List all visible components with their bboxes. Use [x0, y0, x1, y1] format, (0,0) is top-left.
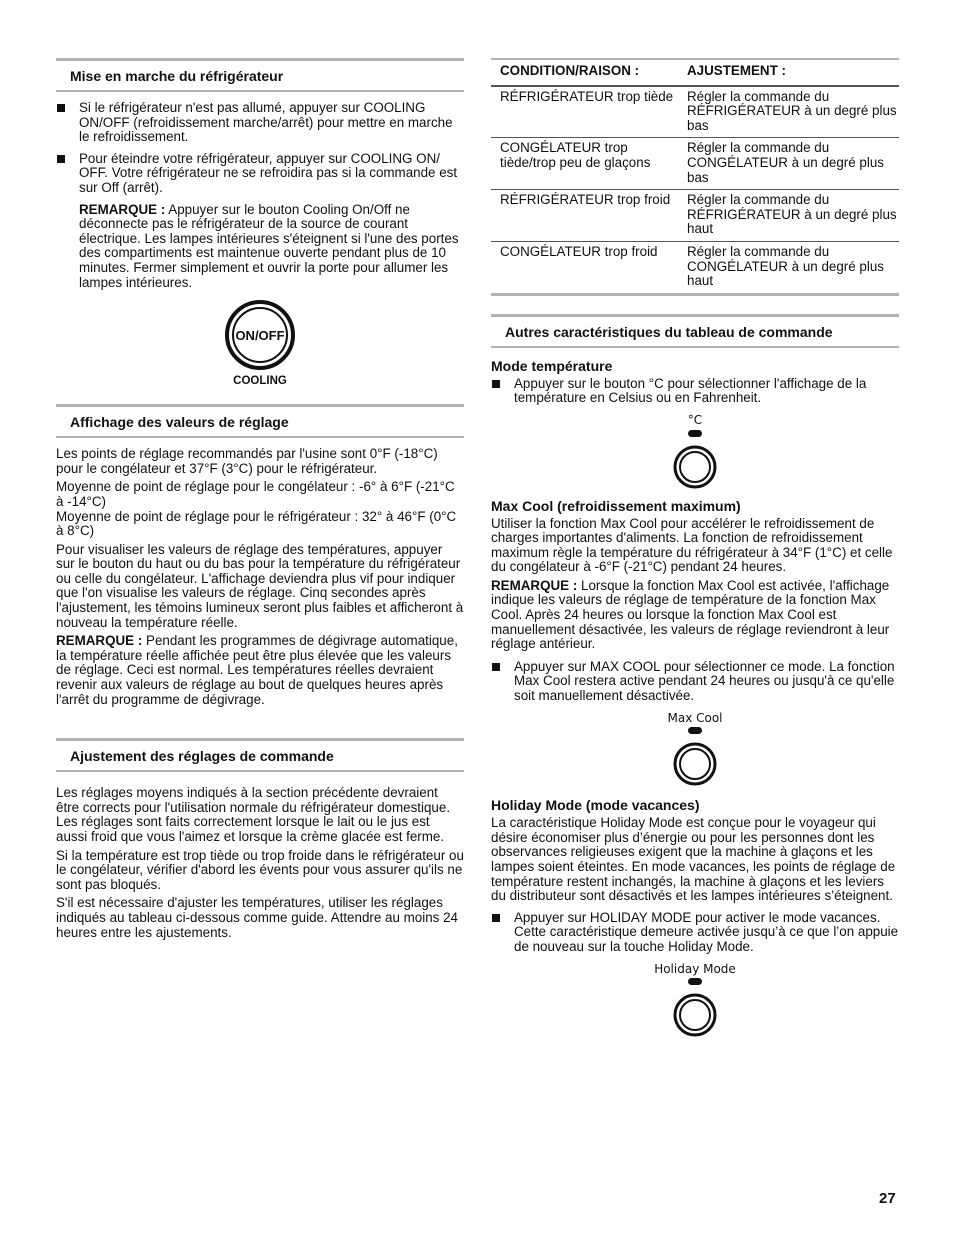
- paragraph: Les réglages moyens indiqués à la section précédente devraient être corrects pour l'utilisation normale du réfrigérateur domestique. Les réglages sont faits correctement lorsque le lait ou le jus est aussi froid que vous l'aimez et lorsque la crème glacée est ferme.: [56, 785, 451, 844]
- bullet-square-icon: [492, 380, 500, 388]
- note-text: Pendant les programmes de dégivrage automatique, la température réelle affichée peut être plus élevée que les valeurs de réglage. Ceci est normal. Les températures réelles devraient revenir aux valeurs de réglage au bout de quelques heures après l'arrêt du programme de dégivrage.: [56, 633, 458, 707]
- note-label: REMARQUE :: [56, 633, 143, 649]
- section-title-other-features: Autres caractéristiques du tableau de commande: [491, 314, 899, 348]
- holiday-mode-button-illustration: [491, 962, 899, 1043]
- table-header-condition: CONDITION/RAISON :: [500, 63, 640, 78]
- note-label: REMARQUE :: [79, 201, 166, 217]
- bullet-square-icon: [57, 104, 65, 112]
- note-paragraph: [491, 579, 899, 652]
- adjustment-table: [491, 58, 899, 296]
- note-paragraph: [56, 634, 464, 707]
- holiday-mode-button-label: Holiday Mode: [654, 961, 736, 976]
- cooling-caption: COOLING: [233, 375, 287, 388]
- max-cool-button-icon: [670, 725, 720, 791]
- paragraph: Moyenne de point de réglage pour le congélateur : -6° à 6°F (-21°C à -14°C): [56, 479, 455, 509]
- list-item: [491, 911, 899, 955]
- table-header-adjustment: AJUSTEMENT :: [687, 63, 786, 78]
- table-cell-condition: CONGÉLATEUR trop froid: [500, 243, 658, 259]
- list-item: [56, 101, 464, 145]
- cooling-onoff-button-illustration: [56, 300, 464, 390]
- bullet-square-icon: [57, 155, 65, 163]
- paragraph: Utiliser la fonction Max Cool pour accélérer le refroidissement de charges importantes d'aliments. La fonction de refroidissement maximum règle la température du réfrigérateur à 34°F (1°C) et celle du congélateur à -6°F (-21°C) pendant 24 heures.: [491, 515, 893, 575]
- table-header-row: [491, 60, 899, 87]
- note-paragraph: [56, 203, 464, 291]
- paragraph: Si la température est trop tiède ou trop froide dans le réfrigérateur ou le congélateur, vérifier d'abord les évents pour vous assurer qu'ils ne sont pas bloqués.: [56, 847, 464, 892]
- bullet-square-icon: [492, 663, 500, 671]
- table-row: [491, 138, 899, 190]
- table-row: [491, 190, 899, 242]
- table-cell-condition: CONGÉLATEUR trop tiède/trop peu de glaçons: [500, 140, 651, 170]
- list-item: [491, 377, 899, 406]
- page-number: 27: [879, 1190, 896, 1207]
- max-cool-button-illustration: [491, 711, 899, 792]
- bullet-square-icon: [492, 914, 500, 922]
- subheading-temperature-mode: Mode température: [491, 357, 613, 374]
- list-item-text: Si le réfrigérateur n'est pas allumé, appuyer sur COOLING ON/OFF (refroidissement marche/arrêt) pour mettre en marche le refroidissement.: [79, 100, 453, 145]
- table-cell-adjustment: Régler la commande du CONGÉLATEUR à un degré plus haut: [687, 243, 884, 289]
- paragraph: Les points de réglage recommandés par l'usine sont 0°F (-18°C) pour le congélateur et 37°F (3°C) pour le réfrigérateur.: [56, 446, 438, 476]
- right-column: [491, 58, 899, 1042]
- list-item-text: Appuyer sur HOLIDAY MODE pour activer le mode vacances. Cette caractéristique demeure activée jusqu’à ce que l’on appuie de nouveau sur la touche Holiday Mode.: [514, 909, 899, 954]
- table-cell-condition: RÉFRIGÉRATEUR trop froid: [500, 192, 671, 208]
- list-item: [491, 660, 899, 704]
- paragraph: Moyenne de point de réglage pour le réfrigérateur : 32° à 46°F (0°C à 8°C): [56, 508, 457, 539]
- left-column: [56, 58, 464, 944]
- subheading-holiday-mode: Holiday Mode (mode vacances): [491, 797, 700, 814]
- table-cell-adjustment: Régler la commande du RÉFRIGÉRATEUR à un degré plus haut: [687, 192, 897, 237]
- paragraph: La caractéristique Holiday Mode est conçue pour le voyageur qui désire économiser plus d’énergie ou pour les personnes dont les observances religieuses exigent que la machine à glaçons et les lampes soient éteintes. En mode vacances, les points de réglage de température restent inchangés, la machine à glaçons et les leviers du distributeur sont désactivés et les lampes intérieures s’éteignent.: [491, 815, 896, 904]
- table-row: [491, 87, 899, 139]
- paragraph: S'il est nécessaire d'ajuster les températures, utiliser les réglages indiqués au tableau ci-dessous comme guide. Attendre au moins 24 heures entre les ajustements.: [56, 895, 458, 940]
- celsius-button-label: °C: [687, 412, 703, 427]
- table-cell-adjustment: Régler la commande du CONGÉLATEUR à un degré plus bas: [687, 140, 884, 185]
- onoff-button-label: ON/OFF: [235, 328, 285, 344]
- celsius-button-icon: [670, 428, 720, 494]
- note-label: REMARQUE :: [491, 577, 578, 593]
- list-item-text: Appuyer sur le bouton °C pour sélectionner l'affichage de la température en Celsius ou en Fahrenheit.: [514, 375, 867, 406]
- table-row: [491, 242, 899, 296]
- note-text: Lorsque la fonction Max Cool est activée, l'affichage indique les valeurs de réglage de température de la fonction Max Cool. Après 24 heures ou lorsque la fonction Max Cool est manuellement désactivée, les valeurs de réglage reviendront à leur réglage antérieur.: [491, 577, 890, 652]
- note-text: Appuyer sur le bouton Cooling On/Off ne déconnecte pas le réfrigérateur de la source de courant électrique. Les lampes intérieures s'éteignent si l'une des portes des compartiments est maintenue ouverte pendant plus de 10 minutes. Fermer simplement et ouvrir la porte pour allumer les lampes intérieures.: [79, 201, 459, 290]
- section-title-setpoints: Affichage des valeurs de réglage: [56, 404, 464, 438]
- section-title-adjust: Ajustement des réglages de commande: [56, 738, 464, 772]
- table-cell-adjustment: Régler la commande du RÉFRIGÉRATEUR à un degré plus bas: [687, 88, 897, 133]
- onoff-button-icon: [220, 300, 300, 390]
- holiday-mode-button-icon: [670, 976, 720, 1042]
- max-cool-button-label: Max Cool: [667, 710, 723, 725]
- list-item-text: Appuyer sur MAX COOL pour sélectionner ce mode. La fonction Max Cool restera active pendant 24 heures ou jusqu'à ce qu'elle soit manuellement désactivée.: [514, 658, 895, 704]
- subheading-max-cool: Max Cool (refroidissement maximum): [491, 497, 741, 514]
- celsius-button-illustration: [491, 413, 899, 494]
- section-title-startup: Mise en marche du réfrigérateur: [56, 58, 464, 92]
- list-item-text: Pour éteindre votre réfrigérateur, appuyer sur COOLING ON/ OFF. Votre réfrigérateur ne se refroidira pas si la commande est sur Off (arrêt).: [79, 150, 458, 195]
- paragraph: Pour visualiser les valeurs de réglage des températures, appuyer sur le bouton du haut ou du bas pour la température du réfrigérateur ou celle du congélateur. L'affichage deviendra plus vif pour indiquer que l'on visualise les valeurs de réglage. Cinq secondes après l'ajustement, les témoins lumineux seront plus faibles et afficheront à nouveau la température réelle.: [56, 541, 464, 630]
- list-item: [56, 152, 464, 196]
- table-cell-condition: RÉFRIGÉRATEUR trop tiède: [500, 88, 674, 104]
